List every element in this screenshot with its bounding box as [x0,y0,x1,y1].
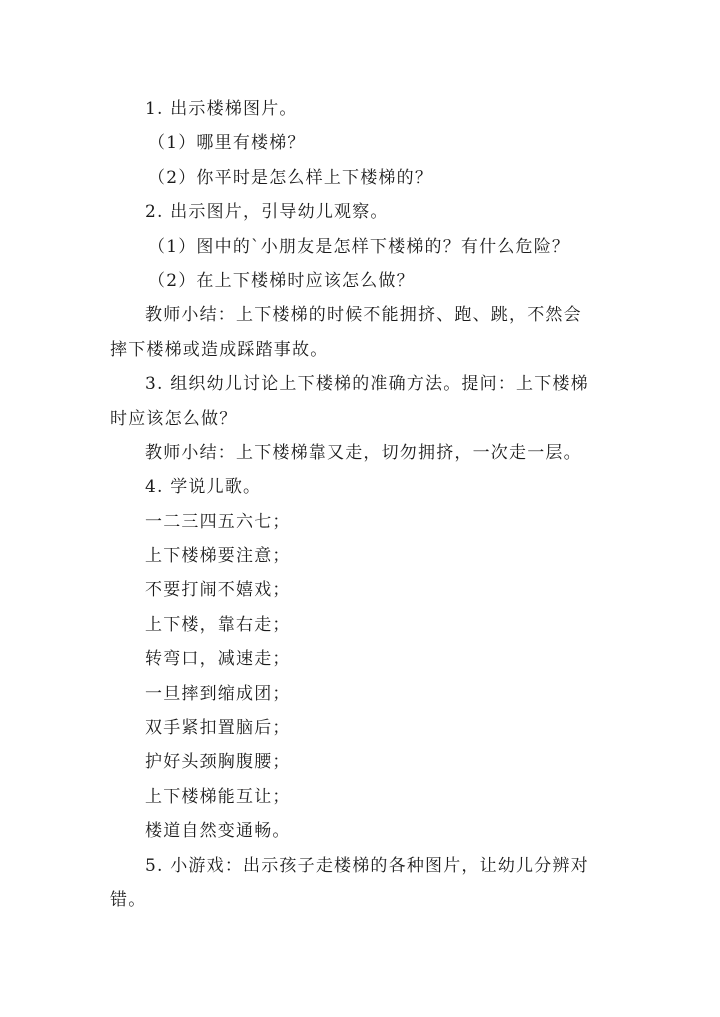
rhyme-line-6: 一旦摔到缩成团； [145,683,291,704]
step-3-line-2: 时应该怎么做？ [110,408,238,429]
step-4-heading: 4. 学说儿歌。 [145,477,262,498]
document-body [110,92,630,917]
rhyme-line-7: 双手紧扣置脑后； [145,718,291,739]
step-5-line-1: 5. 小游戏：出示孩子走楼梯的各种图片，让幼儿分辨对 [145,855,589,876]
question-how-use-stairs: （2）你平时是怎么样上下楼梯的？ [148,167,434,188]
teacher-summary-2: 教师小结：上下楼梯靠又走，切勿拥挤，一次走一层。 [145,442,582,463]
question-what-to-do: （2）在上下楼梯时应该怎么做？ [148,270,415,291]
rhyme-line-8: 护好头颈胸腹腰； [145,752,291,773]
rhyme-line-3: 不要打闹不嬉戏； [145,580,291,601]
teacher-summary-1-line-2: 摔下楼梯或造成踩踏事故。 [110,339,329,360]
question-where-stairs: （1）哪里有楼梯？ [148,133,306,154]
teacher-summary-1-line-1: 教师小结：上下楼梯的时候不能拥挤、跑、跳，不然会 [145,305,582,326]
step-5-line-2: 错。 [110,889,147,910]
rhyme-line-9: 上下楼梯能互让； [145,786,291,807]
question-picture-danger: （1）图中的`小朋友是怎样下楼梯的？有什么危险？ [148,236,571,257]
rhyme-line-4: 上下楼，靠右走； [145,614,291,635]
step-2-heading: 2. 出示图片，引导幼儿观察。 [145,202,389,223]
rhyme-line-1: 一二三四五六七； [145,511,291,532]
rhyme-line-10: 楼道自然变通畅。 [145,821,291,842]
rhyme-line-5: 转弯口，减速走； [145,649,291,670]
rhyme-line-2: 上下楼梯要注意； [145,546,291,567]
step-1-heading: 1. 出示楼梯图片。 [145,99,298,119]
step-3-line-1: 3. 组织幼儿讨论上下楼梯的准确方法。提问：上下楼梯 [145,374,589,395]
